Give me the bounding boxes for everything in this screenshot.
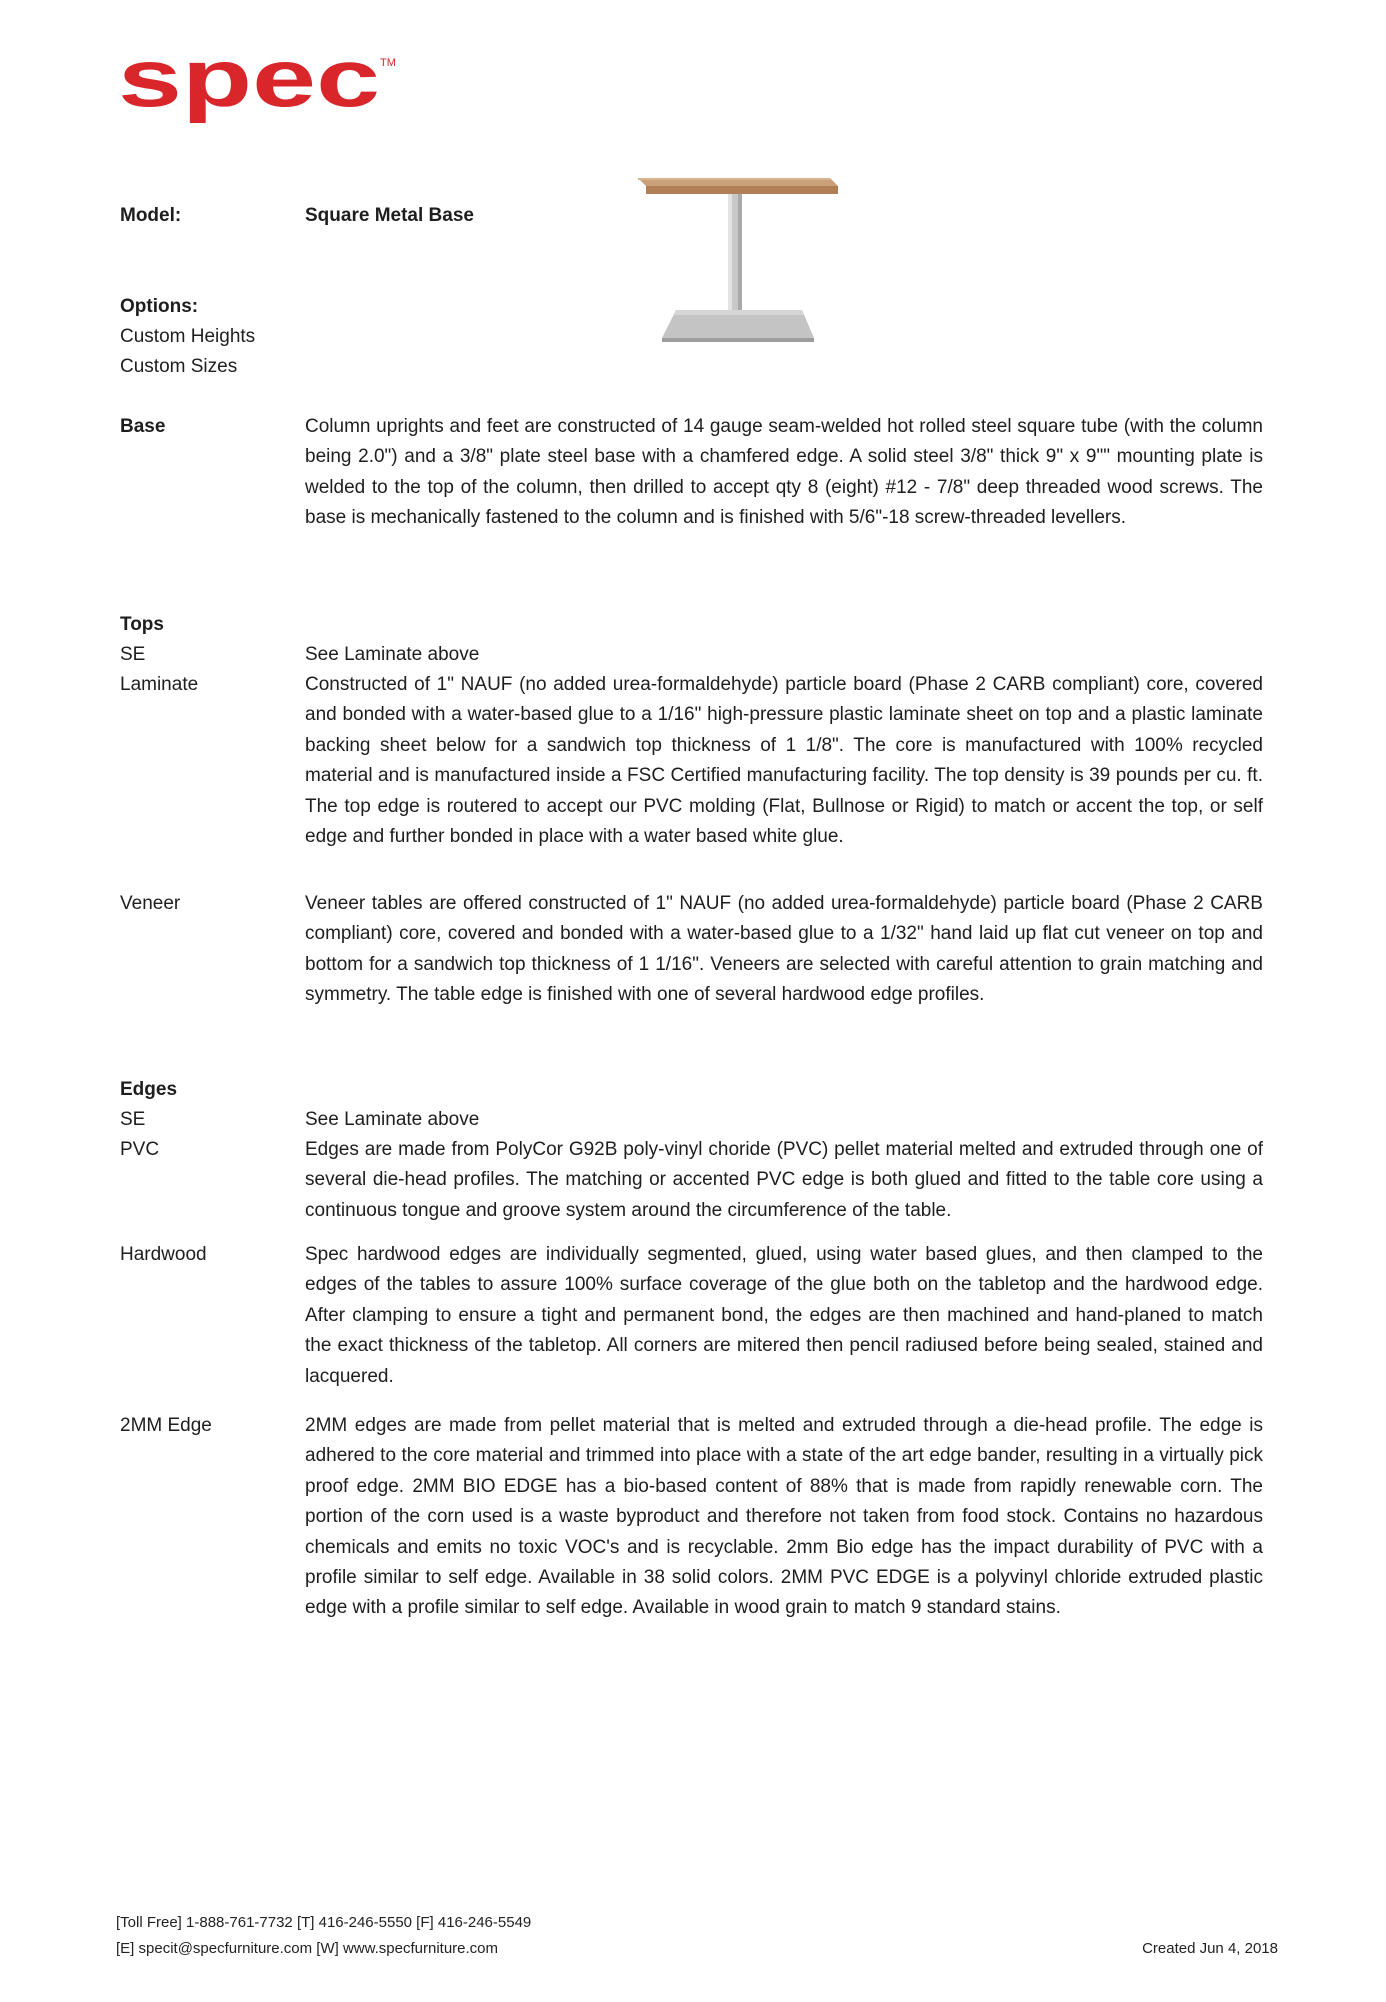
edges-heading: Edges (120, 1079, 178, 1100)
tops-veneer-text: Veneer tables are offered constructed of 1" NAUF (no added urea-formaldehyde) particle board (Phase 2 CARB compliant) core, covered and bonded with a water-based glue to a 1/32" hand laid up flat cut veneer on top and bottom for a sandwich top thickness of 1 1/16". Veneers are selected with careful attention to grain matching and symmetry. The table edge is finished with one of several hardwood edge profiles. (305, 893, 1263, 1006)
model-label: Model: (120, 205, 182, 226)
footer-contact (116, 1910, 531, 1962)
edges-pvc-label: PVC (120, 1139, 160, 1160)
edges-2mm-text: 2MM edges are made from pellet material that is melted and extruded through a die-head profile. The edge is adhered to the core material and trimmed into place with a state of the art edge bander, resulting in a virtually pick proof edge. 2MM BIO EDGE has a bio-based content of 88% that is made from rapidly renewable corn. The portion of the corn used is a waste byproduct and therefore not taken from food stock. Contains no hazardous chemicals and emits no toxic VOC's and is recyclable. 2mm Bio edge has the impact durability of PVC with a profile similar to self edge. Available in 38 solid colors. 2MM PVC EDGE is a polyvinyl chloride extruded plastic edge with a profile similar to self edge. Available in wood grain to match 9 standard stains. (305, 1415, 1263, 1619)
footer-created-date: Created Jun 4, 2018 (1142, 1940, 1278, 1957)
tops-heading: Tops (120, 614, 164, 635)
footer-phone-line: [Toll Free] 1-888-761-7732 [T] 416-246-5550 [F] 416-246-5549 (116, 1914, 532, 1931)
trademark-mark: TM (380, 57, 396, 69)
edges-2mm-label: 2MM Edge (120, 1415, 212, 1436)
edges-hardwood-label: Hardwood (120, 1244, 207, 1265)
tops-veneer-label: Veneer (120, 893, 181, 914)
base-label: Base (120, 416, 166, 437)
tops-laminate-label: Laminate (120, 674, 199, 695)
spec-logo (118, 48, 408, 132)
footer-web-line: [E] specit@specfurniture.com [W] www.specfurniture.com (116, 1940, 499, 1957)
model-value: Square Metal Base (305, 205, 474, 226)
logo-text: spec (118, 48, 380, 124)
edges-se-text: See Laminate above (305, 1109, 480, 1130)
edges-se-label: SE (120, 1109, 146, 1130)
tops-se-text: See Laminate above (305, 644, 480, 665)
edges-hardwood-text: Spec hardwood edges are individually segmented, glued, using water based glues, and then clamped to the edges of the tables to assure 100% surface coverage of the glue both on the tabletop and the hardwood edge. After clamping to ensure a tight and permanent bond, the edges are then machined and hand-planed to match the exact thickness of the tabletop. All corners are mitered then pencil radiused before being sealed, stained and lacquered. (305, 1244, 1263, 1387)
tops-laminate-text: Constructed of 1" NAUF (no added urea-formaldehyde) particle board (Phase 2 CARB compliant) core, covered and bonded with a water-based glue to a 1/16" high-pressure plastic laminate sheet on top and a plastic laminate backing sheet below for a sandwich top thickness of 1 1/8". The core is manufactured with 100% recycled material and is manufactured inside a FSC Certified manufacturing facility. The top density is 39 pounds per cu. ft. The top edge is routered to accept our PVC molding (Flat, Bullnose or Rigid) to match or accent the top, or self edge and further bonded in place with a water based white glue. (305, 674, 1263, 848)
base-description: Column uprights and feet are constructed of 14 gauge seam-welded hot rolled steel square tube (with the column being 2.0") and a 3/8" plate steel base with a chamfered edge. A solid steel 3/8" thick 9" x 9"" mounting plate is welded to the top of the column, then drilled to accept qty 8 (eight) #12 - 7/8" deep threaded wood screws. The base is mechanically fastened to the column and is finished with 5/6"-18 screw-threaded levellers. (305, 416, 1263, 529)
option-item: Custom Sizes (120, 356, 238, 377)
product-image (632, 170, 844, 350)
option-item: Custom Heights (120, 326, 256, 347)
options-label: Options: (120, 296, 199, 317)
edges-pvc-text: Edges are made from PolyCor G92B poly-vinyl choride (PVC) pellet material melted and extruded through one of several die-head profiles. The matching or accented PVC edge is both glued and fitted to the table core using a continuous tongue and groove system around the circumference of the table. (305, 1139, 1263, 1221)
tops-se-label: SE (120, 644, 146, 665)
